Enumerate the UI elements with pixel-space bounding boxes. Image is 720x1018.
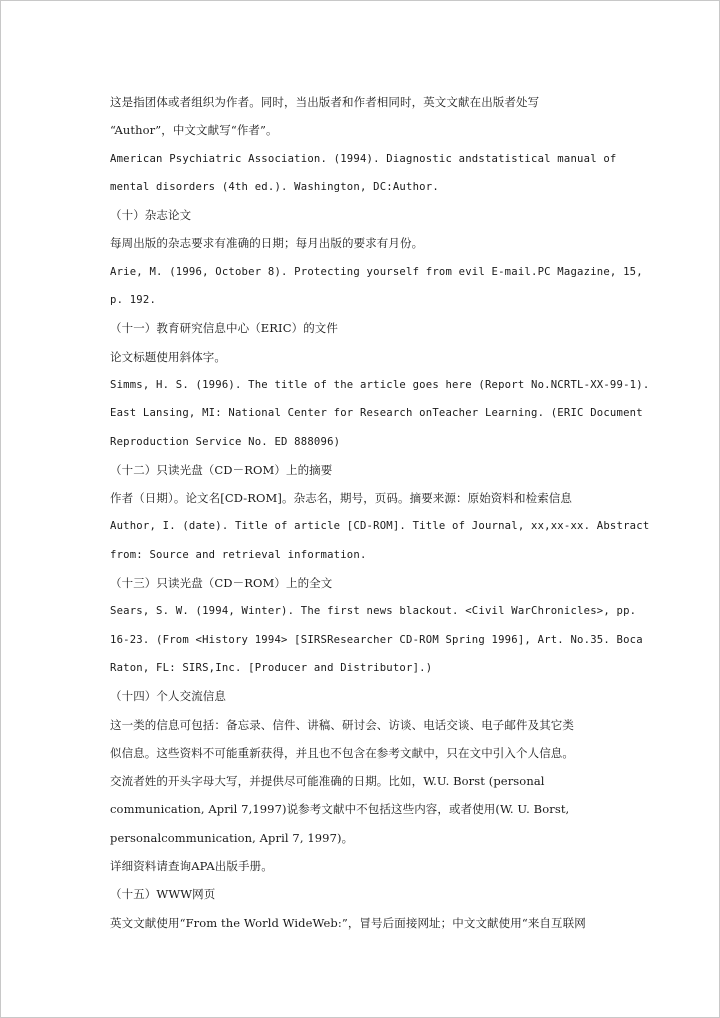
text-line: 这一类的信息可包括：备忘录、信件、讲稿、研讨会、访谈、电话交谈、电子邮件及其它类 [110,717,574,732]
text-line: communication, April 7,1997)说参考文献中不包括这些内容，或者使用(W. U. Borst, [110,802,570,817]
text-line: 交流者姓的开头字母大写，并提供尽可能准确的日期。比如，W.U. Borst (personal [110,774,545,789]
section-heading: （十二）只读光盘（CD－ROM）上的摘要 [110,462,333,477]
reference-line: American Psychiatric Association. (1994). Diagnostic andstatistical manual of [110,152,617,165]
text-line: 似信息。这些资料不可能重新获得，并且也不包含在参考文献中，只在文中引入个人信息。 [110,745,574,760]
text-line: 详细资料请查询APA出版手册。 [110,859,273,874]
reference-line: p. 192. [110,294,157,307]
text-line: “Author”，中文文献写“作者”。 [110,123,278,138]
reference-line: East Lansing, MI: National Center for Research onTeacher Learning. (ERIC Document [110,407,643,420]
reference-line: Simms, H. S. (1996). The title of the article goes here (Report No.NCRTL-XX-99-1). [110,378,650,391]
text-line: 论文标题使用斜体字。 [110,349,226,364]
reference-line: Sears, S. W. (1994, Winter). The first news blackout. <Civil WarChronicles>, pp. [110,605,637,618]
reference-line: Reproduction Service No. ED 888096) [110,435,341,448]
reference-line: mental disorders (4th ed.). Washington, DC:Author. [110,180,439,193]
reference-line: Raton, FL: SIRS,Inc. [Producer and Distributor].) [110,661,433,674]
text-line: 作者（日期）。论文名[CD-ROM]。杂志名，期号，页码。摘要来源：原始资料和检索信息 [110,491,572,506]
reference-line: 16-23. (From <History 1994> [SIRSResearcher CD-ROM Spring 1996], Art. No.35. Boca [110,633,643,646]
section-heading: （十）杂志论文 [110,208,192,223]
reference-line: Author, I. (date). Title of article [CD-ROM]. Title of Journal, xx,xx-xx. Abstract [110,520,650,533]
section-heading: （十三）只读光盘（CD－ROM）上的全文 [110,576,333,591]
section-heading: （十一）教育研究信息中心（ERIC）的文件 [110,321,338,336]
section-heading: （十五）WWW网页 [110,887,216,902]
section-heading: （十四）个人交流信息 [110,689,226,704]
reference-line: from: Source and retrieval information. [110,548,367,561]
text-line: 每周出版的杂志要求有准确的日期；每月出版的要求有月份。 [110,236,424,251]
text-line: 这是指团体或者组织为作者。同时，当出版者和作者相同时，英文文献在出版者处写 [110,95,540,109]
text-line: personalcommunication, April 7, 1997)。 [110,830,354,845]
page-body [110,88,650,937]
reference-line: Arie, M. (1996, October 8). Protecting yourself from evil E-mail.PC Magazine, 15, [110,265,643,278]
text-line: 英文文献使用“From the World WideWeb:”，冒号后面接网址；中文文献使用“来自互联网 [110,915,586,930]
